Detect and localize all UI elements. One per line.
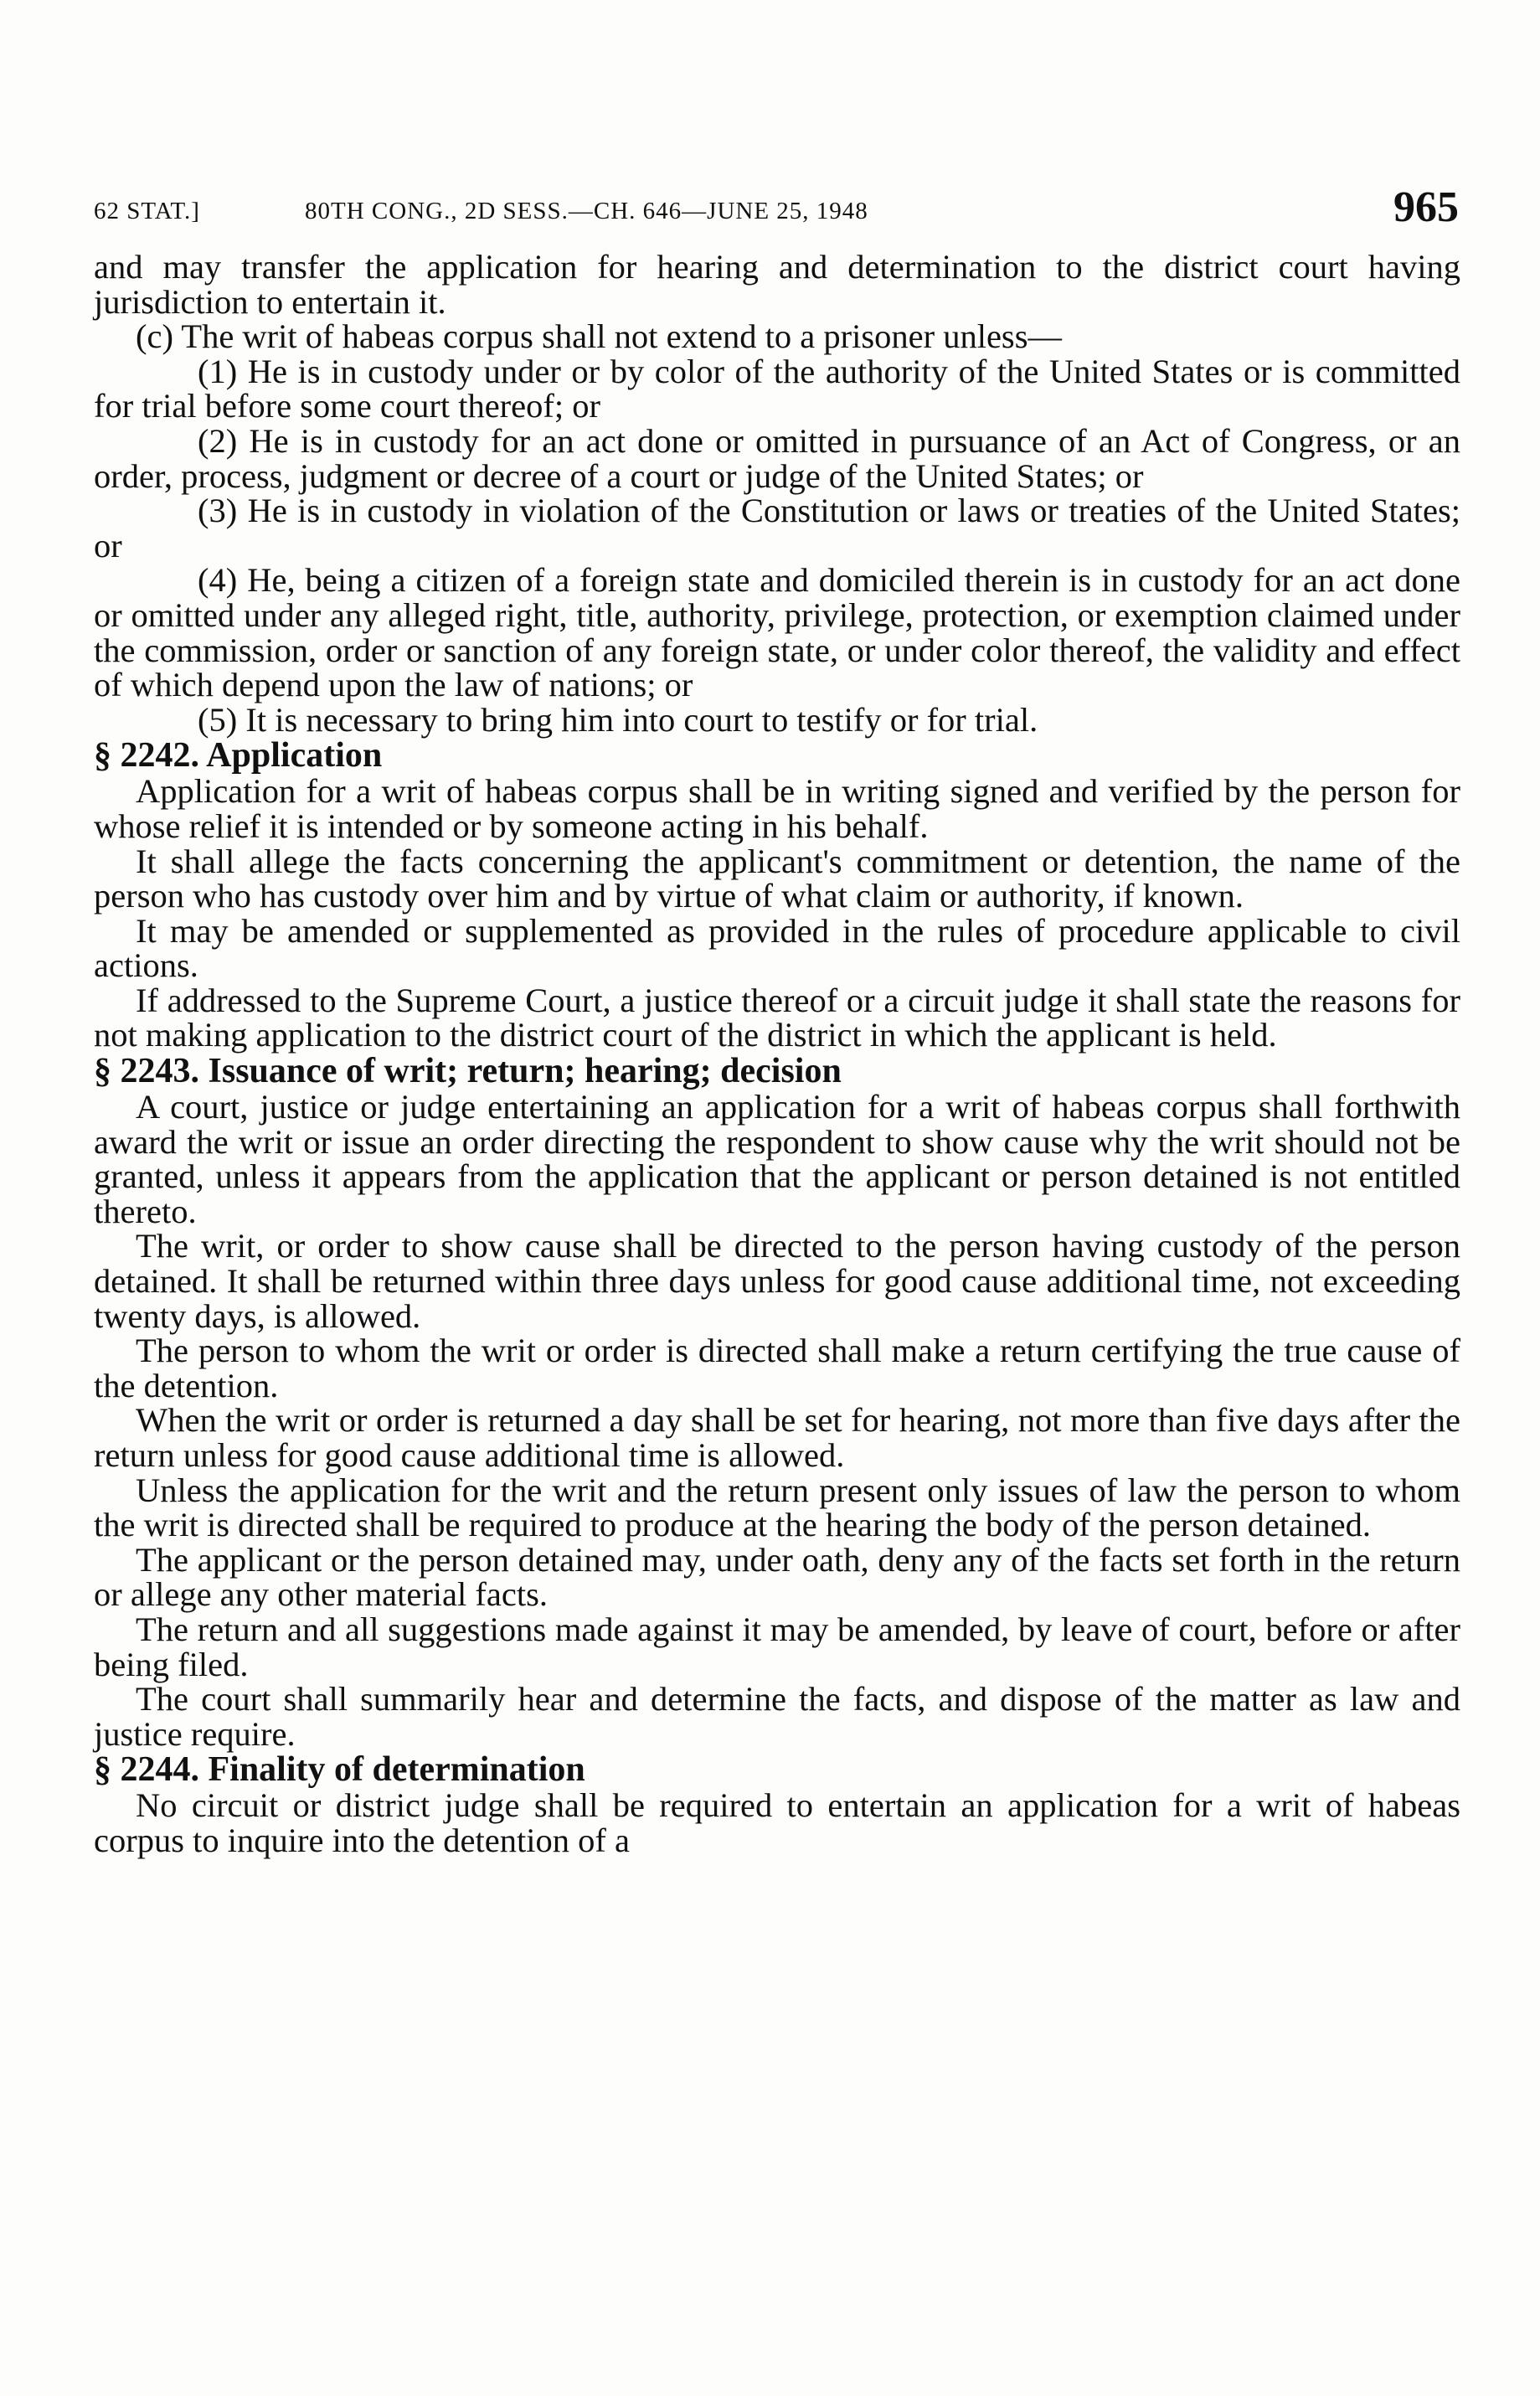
- paragraph: If addressed to the Supreme Court, a justice thereof or a circuit judge it shall state the reasons for not making application to the district court of the district in which the applicant is held.: [94, 981, 1460, 1054]
- section-heading-2244: § 2244. Finality of determination: [94, 1750, 585, 1790]
- section-heading-2243: § 2243. Issuance of writ; return; hearing; decision: [94, 1052, 842, 1091]
- paragraph: and may transfer the application for hearing and determination to the district court having jurisdiction to entertain it.: [94, 248, 1460, 321]
- list-item: (1) He is in custody under or by color of the authority of the United States or is committed for trial before some court thereof; or: [94, 352, 1460, 425]
- list-item: (3) He is in custody in violation of the Constitution or laws or treaties of the United States; or: [94, 492, 1460, 564]
- body-text: [94, 250, 1460, 1858]
- page-number: 965: [1393, 183, 1459, 231]
- paragraph: It may be amended or supplemented as provided in the rules of procedure applicable to civil actions.: [94, 911, 1460, 985]
- session-chapter-date: 80TH CONG., 2D SESS.—CH. 646—JUNE 25, 1948: [305, 198, 868, 224]
- list-item: (5) It is necessary to bring him into court to testify or for trial.: [198, 700, 1038, 739]
- paragraph: The return and all suggestions made against it may be amended, by leave of court, before or after being filed.: [94, 1610, 1460, 1683]
- statute-reference: 62 STAT.]: [94, 198, 200, 224]
- paragraph: A court, justice or judge entertaining an application for a writ of habeas corpus shall forthwith award the writ or issue an order directing the respondent to show cause why the writ should not be granted, unless it appears from the application that the applicant or person detained is not entitled thereto.: [94, 1088, 1460, 1230]
- paragraph: Application for a writ of habeas corpus shall be in writing signed and verified by the person for whose relief it is intended or by someone acting in his behalf.: [94, 772, 1460, 845]
- paragraph: The person to whom the writ or order is directed shall make a return certifying the true cause of the detention.: [94, 1332, 1460, 1404]
- paragraph: (c) The writ of habeas corpus shall not extend to a prisoner unless—: [136, 317, 1062, 356]
- paragraph: It shall allege the facts concerning the applicant's commitment or detention, the name of the person who has custody over him and by virtue of what claim or authority, if known.: [94, 842, 1460, 915]
- list-item: (4) He, being a citizen of a foreign state and domiciled therein is in custody for an act done or omitted under any alleged right, title, authority, privilege, protection, or exemption claimed under the commission, order or sanction of any foreign state, or under color thereof, the validity and effect of which depend upon the law of nations; or: [94, 561, 1460, 704]
- paragraph: The writ, or order to show cause shall be directed to the person having custody of the person detained. It shall be returned within three days unless for good cause additional time, not exceeding twenty days, is allowed.: [94, 1227, 1460, 1335]
- list-item: (2) He is in custody for an act done or omitted in pursuance of an Act of Congress, or an order, process, judgment or decree of a court or judge of the United States; or: [94, 421, 1460, 495]
- running-head: [94, 183, 1459, 241]
- paragraph: When the writ or order is returned a day shall be set for hearing, not more than five days after the return unless for good cause additional time is allowed.: [94, 1401, 1460, 1474]
- paragraph: The applicant or the person detained may, under oath, deny any of the facts set forth in the return or allege any other material facts.: [94, 1540, 1460, 1614]
- paragraph: The court shall summarily hear and determine the facts, and dispose of the matter as law and justice require.: [94, 1680, 1460, 1753]
- paragraph: No circuit or district judge shall be required to entertain an application for a writ of habeas corpus to inquire into the detention of a: [94, 1786, 1460, 1859]
- paragraph: Unless the application for the writ and the return present only issues of law the person to whom the writ is directed shall be required to produce at the hearing the body of the person detained.: [94, 1471, 1460, 1544]
- section-heading-2242: § 2242. Application: [94, 736, 383, 775]
